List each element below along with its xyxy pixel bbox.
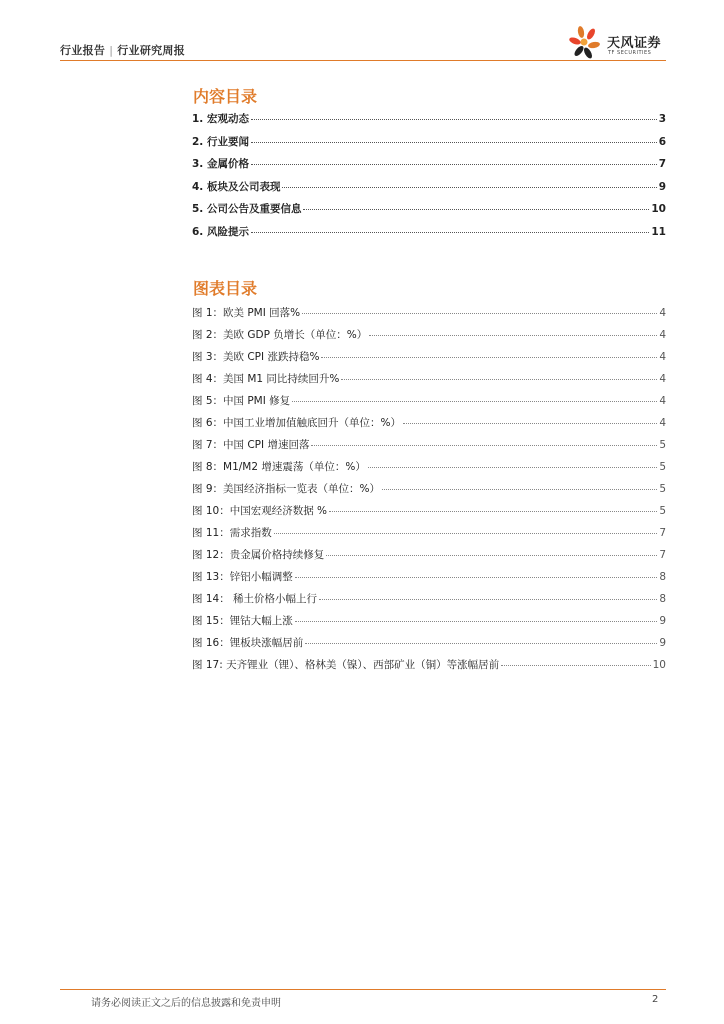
- figure-entry[interactable]: [192, 437, 666, 459]
- toc-entry-page: 9: [658, 180, 666, 193]
- dot-leader: [274, 533, 658, 534]
- toc-entry[interactable]: [192, 201, 666, 224]
- figure-entry-label: 图 2：美欧 GDP 负增长（单位：%）: [192, 329, 368, 341]
- figure-entry-page: 4: [659, 351, 666, 363]
- figure-entry[interactable]: [192, 481, 666, 503]
- toc-entry[interactable]: [192, 179, 666, 202]
- header-divider: [60, 60, 666, 61]
- toc-entry-page: 3: [658, 113, 666, 125]
- figure-entry-label: 图 16：锂板块涨幅居前: [192, 637, 304, 649]
- figure-entry-label: 图 4：美国 M1 同比持续回升%: [192, 373, 340, 385]
- figure-entry-label: 图 17: 天齐锂业（锂）、格林美（镍）、西部矿业（铜）等涨幅居前: [192, 659, 500, 671]
- page-number: 2: [652, 994, 659, 1005]
- figure-entry-label: 图 11：需求指数: [192, 527, 272, 539]
- figure-entry-page: 10: [652, 659, 666, 671]
- figure-entry-label: 图 15：锂钴大幅上涨: [192, 615, 293, 627]
- figure-entry[interactable]: [192, 503, 666, 525]
- toc-entry-label: 3. 金属价格: [192, 158, 249, 170]
- figure-entry-label: 图 8：M1/M2 增速震荡（单位：%）: [192, 461, 366, 473]
- figure-entry-page: 4: [659, 395, 666, 407]
- dot-leader: [251, 142, 657, 143]
- report-category: 行业报告: [60, 44, 106, 57]
- dot-leader: [303, 209, 649, 210]
- dot-leader: [292, 401, 657, 402]
- footer-disclaimer: 请务必阅读正文之后的信息披露和免责申明: [91, 998, 281, 1009]
- figure-entry-page: 4: [659, 329, 666, 341]
- dot-leader: [295, 621, 658, 622]
- toc-entry-page: 11: [651, 225, 666, 238]
- dot-leader: [282, 187, 656, 188]
- dot-leader: [369, 335, 657, 336]
- dot-leader: [329, 511, 657, 512]
- figure-entry-page: 8: [659, 571, 666, 583]
- logo-cn-text: 天风证券: [607, 36, 662, 51]
- figures-list: [192, 305, 666, 679]
- dot-leader: [295, 577, 658, 578]
- figure-entry[interactable]: [192, 547, 666, 569]
- figure-entry-page: 7: [659, 549, 666, 561]
- figure-entry[interactable]: [192, 635, 666, 657]
- figure-entry[interactable]: [192, 569, 666, 591]
- figure-entry-page: 4: [659, 373, 666, 385]
- figures-title: 图表目录: [193, 279, 258, 298]
- dot-leader: [341, 379, 657, 380]
- toc-entry-label: 2. 行业要闻: [192, 135, 249, 148]
- figure-entry-page: 4: [659, 417, 666, 429]
- figure-entry[interactable]: [192, 327, 666, 349]
- report-type: 行业研究周报: [117, 44, 186, 57]
- report-header: [60, 42, 185, 58]
- figure-entry-label: 图 10：中国宏观经济数据 %: [192, 505, 328, 517]
- figure-entry-label: 图 1：欧美 PMI 回落%: [192, 307, 301, 319]
- toc-entry-page: 6: [658, 135, 666, 148]
- figure-entry-label: 图 3：美欧 CPI 涨跌持稳%: [192, 351, 320, 363]
- toc-entry-label: 4. 板块及公司表现: [192, 180, 281, 193]
- toc-entry[interactable]: [192, 224, 666, 247]
- dot-leader: [305, 643, 657, 644]
- dot-leader: [326, 555, 657, 556]
- figure-entry[interactable]: [192, 371, 666, 393]
- dot-leader: [251, 232, 649, 233]
- figure-entry-page: 5: [659, 505, 666, 517]
- figure-entry[interactable]: [192, 459, 666, 481]
- figure-entry-label: 图 6：中国工业增加值触底回升（单位：%）: [192, 417, 401, 429]
- figure-entry-label: 图 9：美国经济指标一览表（单位：%）: [192, 483, 380, 495]
- figure-entry-page: 5: [659, 439, 666, 451]
- figure-entry-page: 5: [659, 483, 666, 495]
- toc-entry-page: 7: [658, 158, 666, 170]
- figure-entry-label: 图 12：贵金属价格持续修复: [192, 549, 325, 561]
- toc-entry-page: 10: [651, 203, 666, 215]
- footer-divider: [60, 989, 666, 990]
- figure-entry[interactable]: [192, 349, 666, 371]
- dot-leader: [382, 489, 657, 490]
- tf-flower-logo-icon: [567, 24, 605, 60]
- dot-leader: [302, 313, 657, 314]
- toc-entry[interactable]: [192, 134, 666, 157]
- figure-entry[interactable]: [192, 393, 666, 415]
- header-separator: |: [109, 44, 114, 57]
- figure-entry-label: 图 5：中国 PMI 修复: [192, 395, 291, 407]
- dot-leader: [251, 164, 657, 165]
- toc-entry-label: 6. 风险提示: [192, 225, 249, 238]
- figure-entry-page: 5: [659, 461, 666, 473]
- toc-list: [192, 111, 666, 246]
- figure-entry[interactable]: [192, 525, 666, 547]
- dot-leader: [311, 445, 657, 446]
- dot-leader: [403, 423, 657, 424]
- figure-entry-label: 图 13：锌铝小幅调整: [192, 571, 293, 583]
- figure-entry-page: 8: [659, 593, 666, 605]
- figure-entry[interactable]: [192, 415, 666, 437]
- toc-entry[interactable]: [192, 156, 666, 179]
- figure-entry[interactable]: [192, 305, 666, 327]
- figure-entry[interactable]: [192, 591, 666, 613]
- figure-entry-page: 7: [659, 527, 666, 539]
- figure-entry-label: 图 14： 稀土价格小幅上行: [192, 593, 318, 605]
- figure-entry[interactable]: [192, 657, 666, 679]
- dot-leader: [251, 119, 657, 120]
- toc-title: 内容目录: [193, 87, 258, 106]
- figure-entry-page: 9: [659, 615, 666, 627]
- dot-leader: [319, 599, 657, 600]
- dot-leader: [321, 357, 657, 358]
- figure-entry-page: 4: [659, 307, 666, 319]
- figure-entry-page: 9: [659, 637, 666, 649]
- company-logo: [567, 24, 677, 60]
- toc-entry-label: 5. 公司公告及重要信息: [192, 203, 302, 215]
- toc-entry-label: 1. 宏观动态: [192, 113, 249, 125]
- dot-leader: [501, 665, 651, 666]
- toc-entry[interactable]: [192, 111, 666, 134]
- dot-leader: [368, 467, 657, 468]
- figure-entry[interactable]: [192, 613, 666, 635]
- figure-entry-label: 图 7：中国 CPI 增速回落: [192, 439, 310, 451]
- logo-en-text: TF SECURITIES: [608, 50, 652, 56]
